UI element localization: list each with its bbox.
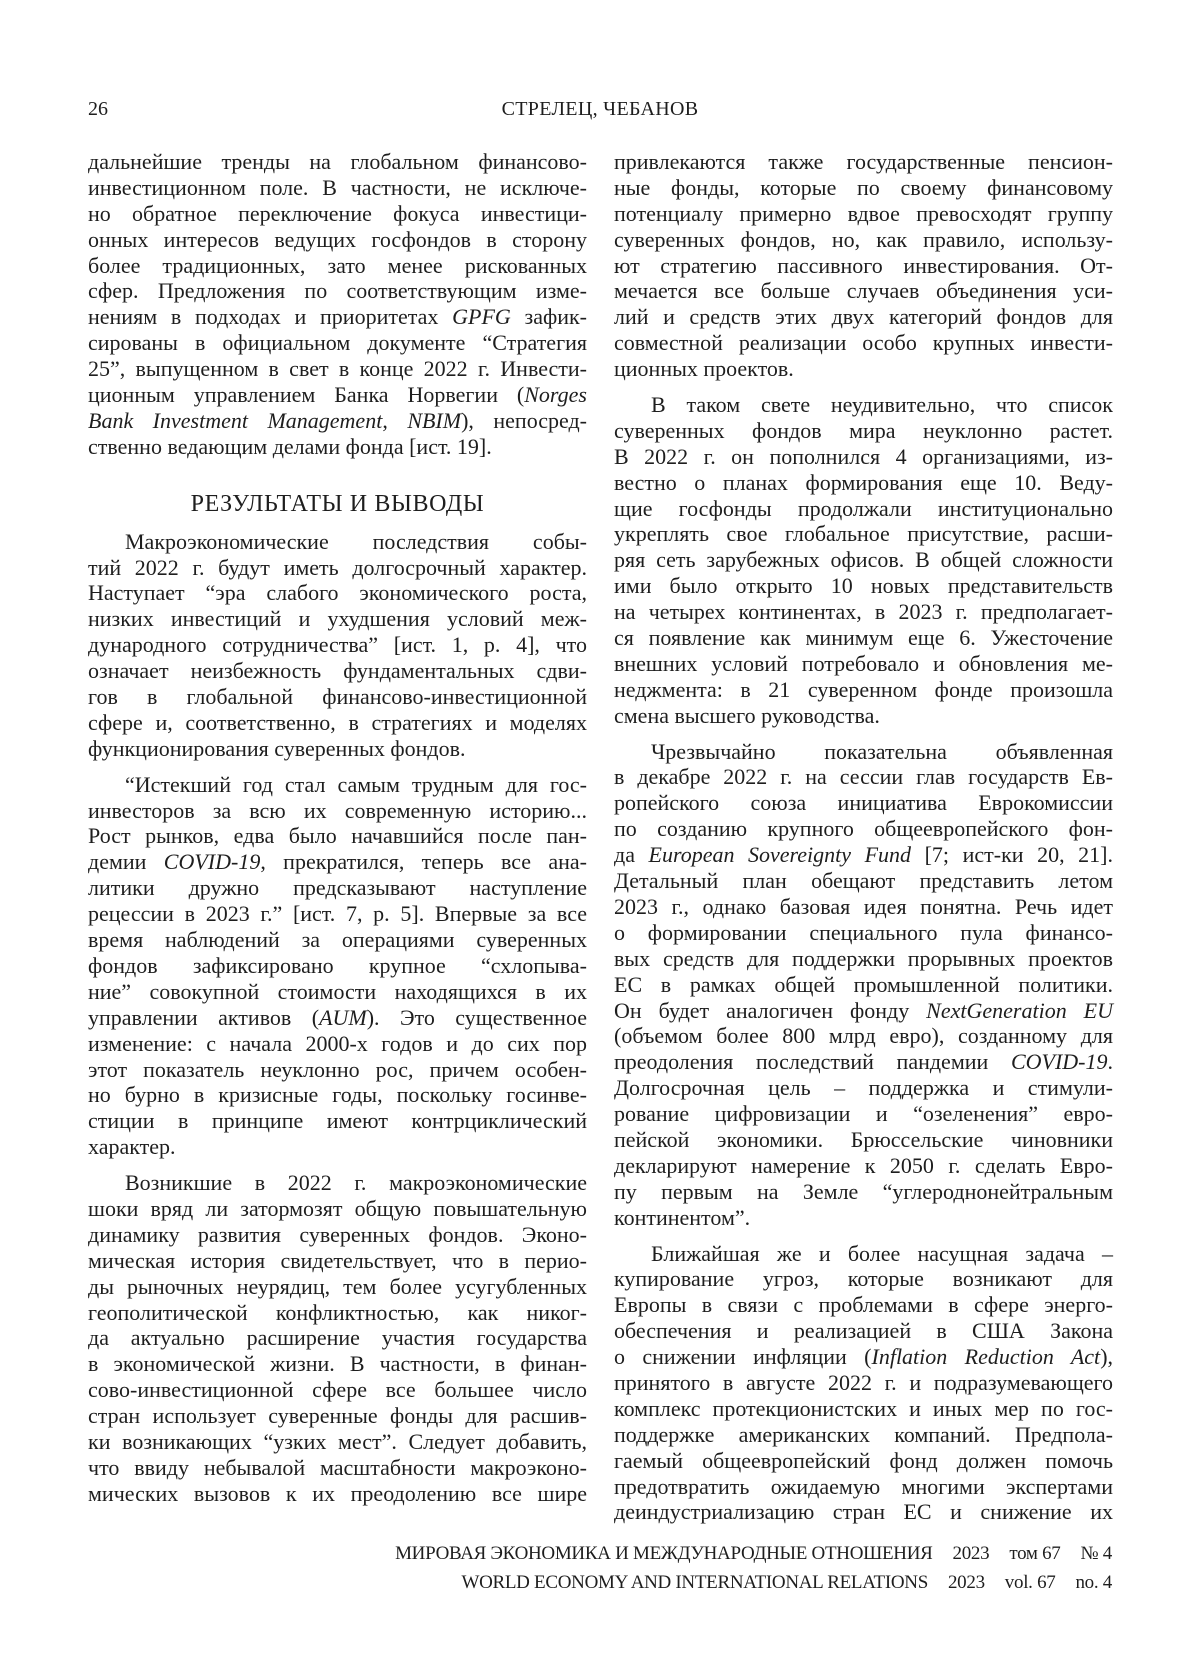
text-line bbox=[88, 1481, 587, 1507]
text-segment: потенциалу примерно вдвое превосходят группу bbox=[614, 201, 1113, 226]
italic-term: COVID-19 bbox=[164, 849, 261, 874]
text-segment: ропейского союза инициатива Еврокомиссии bbox=[614, 790, 1113, 815]
text-segment: пу первым на Земле “углероднонейтральным bbox=[614, 1179, 1113, 1204]
text-segment: динамику развития суверенных фондов. Эконо- bbox=[88, 1222, 587, 1247]
text-segment: континентом”. bbox=[614, 1205, 750, 1230]
text-line bbox=[614, 816, 1113, 842]
italic-term: NextGeneration EU bbox=[926, 998, 1113, 1023]
text-segment: мических вызовов к их преодолению все шире bbox=[88, 1481, 587, 1506]
text-segment: преодоления последствий пандемии bbox=[614, 1049, 1011, 1074]
journal-issue-en: no. 4 bbox=[1075, 1572, 1112, 1593]
text-segment: купирование угроз, которые возникают для bbox=[614, 1266, 1113, 1291]
text-line bbox=[88, 382, 587, 408]
text-segment: сированы в официальном документе “Стратегия bbox=[88, 330, 587, 355]
paragraph bbox=[614, 392, 1113, 729]
text-line bbox=[88, 1274, 587, 1300]
text-segment: (объемом более 800 млрд евро), созданному для bbox=[614, 1023, 1113, 1048]
text-line bbox=[614, 1318, 1113, 1344]
text-segment: онных интересов ведущих госфондов в сторону bbox=[88, 227, 587, 252]
text-line bbox=[88, 1248, 587, 1274]
text-segment: 25”, выпущенном в свет в конце 2022 г. Инвести- bbox=[88, 356, 587, 381]
text-line bbox=[614, 149, 1113, 175]
italic-term: Bank Investment Management bbox=[88, 408, 382, 433]
text-line bbox=[614, 418, 1113, 444]
text-segment: неджмента: в 21 суверенном фонде произошла bbox=[614, 677, 1113, 702]
text-line bbox=[614, 1127, 1113, 1153]
text-segment: ). Это существенное bbox=[367, 1005, 587, 1030]
paragraph bbox=[88, 772, 587, 1160]
text-segment: ционных проектов. bbox=[614, 356, 794, 381]
text-segment: рование цифровизации и “озеленения” евро- bbox=[614, 1101, 1113, 1126]
text-segment: деиндустриализацию стран ЕС и снижение их bbox=[614, 1499, 1113, 1524]
text-line bbox=[88, 408, 587, 434]
journal-issue-ru: № 4 bbox=[1081, 1543, 1112, 1564]
text-line bbox=[614, 1266, 1113, 1292]
text-segment: тий 2022 г. будут иметь долгосрочный характер. bbox=[88, 555, 587, 580]
text-line bbox=[614, 356, 1113, 382]
text-line bbox=[88, 304, 587, 330]
text-segment: суверенных фондов, но, как правило, использу- bbox=[614, 227, 1113, 252]
text-line bbox=[614, 227, 1113, 253]
text-segment: этот показатель неуклонно рос, причем особен- bbox=[88, 1057, 587, 1082]
text-segment: Ближайшая же и более насущная задача – bbox=[651, 1241, 1113, 1266]
text-line bbox=[614, 998, 1113, 1024]
text-segment: стиции в принципе имеют контрциклический bbox=[88, 1108, 587, 1133]
text-line bbox=[88, 1351, 587, 1377]
text-line bbox=[614, 175, 1113, 201]
text-line bbox=[88, 580, 587, 606]
text-segment: внешних условий потребовало и обновления ме- bbox=[614, 651, 1113, 676]
text-segment: ки возникающих “узких мест”. Следует добавить, bbox=[88, 1429, 587, 1454]
text-line bbox=[88, 201, 587, 227]
text-segment: мечается все больше случаев объединения уси- bbox=[614, 278, 1113, 303]
text-segment: характер. bbox=[88, 1134, 176, 1159]
text-segment: геополитической конфликтностью, как никог- bbox=[88, 1300, 587, 1325]
paragraph bbox=[88, 1170, 587, 1507]
text-segment: нениям в подходах и приоритетах bbox=[88, 304, 452, 329]
text-segment: да bbox=[614, 842, 649, 867]
text-segment: ционным управлением Банка Норвегии ( bbox=[88, 382, 524, 407]
paragraph bbox=[88, 529, 587, 762]
text-segment: что ввиду небывалой масштабности макроэконо- bbox=[88, 1455, 587, 1480]
text-line bbox=[88, 227, 587, 253]
text-segment: управлении активов ( bbox=[88, 1005, 319, 1030]
text-segment: ся появление как минимум еще 6. Ужесточение bbox=[614, 625, 1113, 650]
text-segment: совместной реализации особо крупных инвести- bbox=[614, 330, 1113, 355]
text-line bbox=[88, 555, 587, 581]
text-segment: Он будет аналогичен фонду bbox=[614, 998, 926, 1023]
text-line bbox=[614, 201, 1113, 227]
text-segment: вестно о планах формирования еще 10. Веду- bbox=[614, 470, 1113, 495]
text-segment: Рост рынков, едва было начавшийся после пан- bbox=[88, 823, 587, 848]
text-line bbox=[614, 972, 1113, 998]
text-segment: 2023 г., однако базовая идея понятна. Речь идет bbox=[614, 894, 1113, 919]
text-line bbox=[614, 894, 1113, 920]
text-segment: Макроэкономические последствия собы- bbox=[125, 529, 587, 554]
text-segment: укреплять свое глобальное присутствие, расши- bbox=[614, 521, 1113, 546]
text-line bbox=[88, 253, 587, 279]
text-segment: Возникшие в 2022 г. макроэкономические bbox=[125, 1170, 587, 1195]
text-segment: ими было открыто 10 новых представительств bbox=[614, 573, 1113, 598]
text-line bbox=[614, 573, 1113, 599]
text-line bbox=[614, 304, 1113, 330]
text-segment: на четырех континентах, в 2023 г. предполагает- bbox=[614, 599, 1113, 624]
footer-journal-ru bbox=[395, 1542, 1112, 1566]
text-segment: время наблюдений за операциями суверенных bbox=[88, 927, 587, 952]
text-segment: изменение: с начала 2000-х годов и до сих пор bbox=[88, 1031, 587, 1056]
text-line bbox=[88, 529, 587, 555]
text-segment: ние” совокупной стоимости находящихся в их bbox=[88, 979, 587, 1004]
text-segment: поддержке американских компаний. Предпола- bbox=[614, 1422, 1113, 1447]
text-line bbox=[614, 599, 1113, 625]
text-line bbox=[88, 823, 587, 849]
text-segment: о снижении инфляции ( bbox=[614, 1344, 872, 1369]
text-line bbox=[88, 356, 587, 382]
text-segment: смена высшего руководства. bbox=[614, 703, 880, 728]
italic-term: GPFG bbox=[452, 304, 511, 329]
text-line bbox=[614, 253, 1113, 279]
text-segment: Европы в связи с проблемами в сфере энерго- bbox=[614, 1292, 1113, 1317]
text-line bbox=[614, 1448, 1113, 1474]
text-line bbox=[88, 1455, 587, 1481]
running-header bbox=[88, 96, 1112, 122]
text-line bbox=[614, 651, 1113, 677]
text-segment: гов в глобальной финансово-инвестиционной bbox=[88, 684, 587, 709]
text-segment: но обратное переключение фокуса инвестици- bbox=[88, 201, 587, 226]
text-segment: суверенных фондов мира неуклонно растет. bbox=[614, 418, 1113, 443]
text-line bbox=[88, 710, 587, 736]
text-line bbox=[614, 1499, 1113, 1525]
text-line bbox=[88, 658, 587, 684]
text-line bbox=[88, 875, 587, 901]
text-segment: Наступает “эра слабого экономического роста, bbox=[88, 580, 587, 605]
text-line bbox=[614, 521, 1113, 547]
text-line bbox=[88, 927, 587, 953]
text-line bbox=[614, 703, 1113, 729]
text-line bbox=[88, 736, 587, 762]
text-line bbox=[88, 798, 587, 824]
text-line bbox=[614, 1474, 1113, 1500]
footer-journal-en bbox=[461, 1571, 1112, 1595]
text-segment: низких инвестиций и ухудшения условий меж- bbox=[88, 606, 587, 631]
text-line bbox=[614, 1179, 1113, 1205]
text-segment: шоки вряд ли затормозят общую повышательную bbox=[88, 1196, 587, 1221]
journal-name-en: WORLD ECONOMY AND INTERNATIONAL RELATIONS bbox=[461, 1572, 928, 1593]
text-line bbox=[88, 953, 587, 979]
text-line bbox=[614, 1049, 1113, 1075]
text-segment: Чрезвычайно показательна объявленная bbox=[651, 739, 1113, 764]
italic-term: Norges bbox=[524, 382, 587, 407]
text-line bbox=[88, 1005, 587, 1031]
right-column bbox=[614, 149, 1113, 1535]
text-line bbox=[88, 632, 587, 658]
text-segment: Детальный план обещают представить летом bbox=[614, 868, 1113, 893]
text-segment: пейской экономики. Брюссельские чиновники bbox=[614, 1127, 1113, 1152]
text-segment: дународного сотрудничества” [ист. 1, p. 4], что bbox=[88, 632, 587, 657]
paragraph bbox=[614, 149, 1113, 382]
text-line bbox=[614, 790, 1113, 816]
text-segment: сфер. Предложения по соответствующим изме- bbox=[88, 278, 587, 303]
italic-term: European Sovereignty Fund bbox=[649, 842, 912, 867]
text-segment: . bbox=[1108, 1049, 1114, 1074]
text-segment: инвестиционном поле. В частности, не исключе- bbox=[88, 175, 587, 200]
text-segment: ЕС в рамках общей промышленной политики. bbox=[614, 972, 1113, 997]
text-segment: лий и средств этих двух категорий фондов для bbox=[614, 304, 1113, 329]
text-line bbox=[614, 842, 1113, 868]
text-segment: инвесторов за всю их современную историю... bbox=[88, 798, 587, 823]
text-segment: [7; ист-ки 20, 21]. bbox=[911, 842, 1113, 867]
text-segment: демии bbox=[88, 849, 164, 874]
text-line bbox=[88, 849, 587, 875]
section-heading: РЕЗУЛЬТАТЫ И ВЫВОДЫ bbox=[88, 486, 587, 522]
text-segment: ственно ведающим делами фонда [ист. 19]. bbox=[88, 434, 492, 459]
text-segment: рецессии в 2023 г.” [ист. 7, p. 5]. Впервые за все bbox=[88, 901, 587, 926]
text-line bbox=[614, 1075, 1113, 1101]
text-line bbox=[88, 772, 587, 798]
paragraph bbox=[88, 149, 587, 460]
text-segment: в декабре 2022 г. на сессии глав государств Ев- bbox=[614, 764, 1113, 789]
text-segment: литики дружно предсказывают наступление bbox=[88, 875, 587, 900]
text-segment: в экономической жизни. В частности, в финан- bbox=[88, 1351, 587, 1376]
text-line bbox=[88, 1196, 587, 1222]
left-column bbox=[88, 149, 587, 1517]
text-line bbox=[88, 1403, 587, 1429]
text-line bbox=[614, 946, 1113, 972]
text-line bbox=[614, 278, 1113, 304]
text-line bbox=[614, 470, 1113, 496]
text-segment: функционирования суверенных фондов. bbox=[88, 736, 466, 761]
text-line bbox=[88, 175, 587, 201]
text-segment: В таком свете неудивительно, что список bbox=[651, 392, 1113, 417]
text-segment: привлекаются также государственные пенсион- bbox=[614, 149, 1113, 174]
text-segment: ют стратегию пассивного инвестирования. От- bbox=[614, 253, 1113, 278]
text-line bbox=[88, 1134, 587, 1160]
text-line bbox=[614, 920, 1113, 946]
text-segment: зафик- bbox=[511, 304, 587, 329]
text-segment: по созданию крупного общеевропейского фон- bbox=[614, 816, 1113, 841]
text-segment: “Истекший год стал самым трудным для гос- bbox=[125, 772, 587, 797]
text-segment: вых средств для поддержки прорывных проектов bbox=[614, 946, 1113, 971]
text-segment: декларируют намерение к 2050 г. сделать Евро- bbox=[614, 1153, 1113, 1178]
italic-term: Inflation Reduction Act bbox=[872, 1344, 1101, 1369]
text-segment: , прекратился, теперь все ана- bbox=[260, 849, 587, 874]
text-segment: сфере и, соответственно, в стратегиях и моделях bbox=[88, 710, 587, 735]
text-line bbox=[88, 1057, 587, 1083]
italic-term: AUM bbox=[319, 1005, 367, 1030]
text-line bbox=[88, 1300, 587, 1326]
text-segment: сово-инвестиционной сфере все большее число bbox=[88, 1377, 587, 1402]
text-line bbox=[614, 1292, 1113, 1318]
text-line bbox=[614, 625, 1113, 651]
text-line bbox=[88, 606, 587, 632]
text-segment: ные фонды, которые по своему финансовому bbox=[614, 175, 1113, 200]
text-line bbox=[88, 278, 587, 304]
text-line bbox=[88, 434, 587, 460]
text-line bbox=[88, 149, 587, 175]
text-segment: ды рыночных неурядиц, тем более усугубленных bbox=[88, 1274, 587, 1299]
text-line bbox=[614, 1422, 1113, 1448]
text-line bbox=[88, 979, 587, 1005]
text-segment: принятого в августе 2022 г. и подразумевающего bbox=[614, 1370, 1113, 1395]
text-line bbox=[88, 1377, 587, 1403]
text-line bbox=[614, 677, 1113, 703]
text-line bbox=[88, 1325, 587, 1351]
text-segment: В 2022 г. он пополнился 4 организациями, из- bbox=[614, 444, 1113, 469]
text-segment: да актуально расширение участия государства bbox=[88, 1325, 587, 1350]
text-line bbox=[614, 1023, 1113, 1049]
text-segment: означает неизбежность фундаментальных сдви- bbox=[88, 658, 587, 683]
journal-volume-en: vol. 67 bbox=[1005, 1572, 1056, 1593]
text-line bbox=[614, 1153, 1113, 1179]
text-line bbox=[614, 496, 1113, 522]
paragraph bbox=[614, 739, 1113, 1231]
text-line bbox=[614, 1396, 1113, 1422]
text-line bbox=[88, 1429, 587, 1455]
page-number: 26 bbox=[88, 96, 108, 122]
text-line bbox=[614, 764, 1113, 790]
text-segment: предотвратить ожидаемую многими экспертами bbox=[614, 1474, 1113, 1499]
text-line bbox=[88, 1222, 587, 1248]
journal-year-en: 2023 bbox=[948, 1572, 985, 1593]
text-line bbox=[614, 444, 1113, 470]
text-line bbox=[614, 547, 1113, 573]
journal-name-ru: МИРОВАЯ ЭКОНОМИКА И МЕЖДУНАРОДНЫЕ ОТНОШЕНИЯ bbox=[395, 1543, 932, 1564]
text-line bbox=[88, 1108, 587, 1134]
text-segment: более традиционных, зато менее рискованных bbox=[88, 253, 587, 278]
text-line bbox=[88, 1082, 587, 1108]
text-line bbox=[614, 1101, 1113, 1127]
text-segment: ), непосред- bbox=[461, 408, 587, 433]
text-segment: , bbox=[382, 408, 407, 433]
text-segment: но бурно в кризисные годы, поскольку госинве- bbox=[88, 1082, 587, 1107]
text-line bbox=[88, 1170, 587, 1196]
text-line bbox=[614, 330, 1113, 356]
running-title-authors: СТРЕЛЕЦ, ЧЕБАНОВ bbox=[88, 96, 1112, 122]
text-segment: обеспечения и реализацией в США Закона bbox=[614, 1318, 1113, 1343]
text-segment: щие госфонды продолжали институционально bbox=[614, 496, 1113, 521]
journal-year-ru: 2023 bbox=[953, 1543, 990, 1564]
text-line bbox=[614, 392, 1113, 418]
text-segment: мическая история свидетельствует, что в перио- bbox=[88, 1248, 587, 1273]
text-segment: ряя сеть зарубежных офисов. В общей сложности bbox=[614, 547, 1113, 572]
text-line bbox=[614, 868, 1113, 894]
text-line bbox=[614, 1241, 1113, 1267]
text-line bbox=[88, 330, 587, 356]
journal-volume-ru: том 67 bbox=[1009, 1543, 1060, 1564]
text-line bbox=[88, 684, 587, 710]
text-segment: ), bbox=[1100, 1344, 1113, 1369]
text-segment: комплекс протекционистских и иных мер по гос- bbox=[614, 1396, 1113, 1421]
text-segment: стран использует суверенные фонды для расшив- bbox=[88, 1403, 587, 1428]
text-line bbox=[614, 1205, 1113, 1231]
text-line bbox=[614, 1370, 1113, 1396]
paragraph bbox=[614, 1241, 1113, 1526]
text-segment: фондов зафиксировано крупное “схлопыва- bbox=[88, 953, 587, 978]
text-line bbox=[88, 1031, 587, 1057]
text-line bbox=[88, 901, 587, 927]
text-line bbox=[614, 739, 1113, 765]
italic-term: COVID-19 bbox=[1011, 1049, 1108, 1074]
text-segment: гаемый общеевропейский фонд должен помочь bbox=[614, 1448, 1113, 1473]
text-line bbox=[614, 1344, 1113, 1370]
italic-term: NBIM bbox=[407, 408, 461, 433]
text-segment: дальнейшие тренды на глобальном финансово- bbox=[88, 149, 587, 174]
text-segment: о формировании специального пула финансо- bbox=[614, 920, 1113, 945]
text-segment: Долгосрочная цель – поддержка и стимули- bbox=[614, 1075, 1113, 1100]
